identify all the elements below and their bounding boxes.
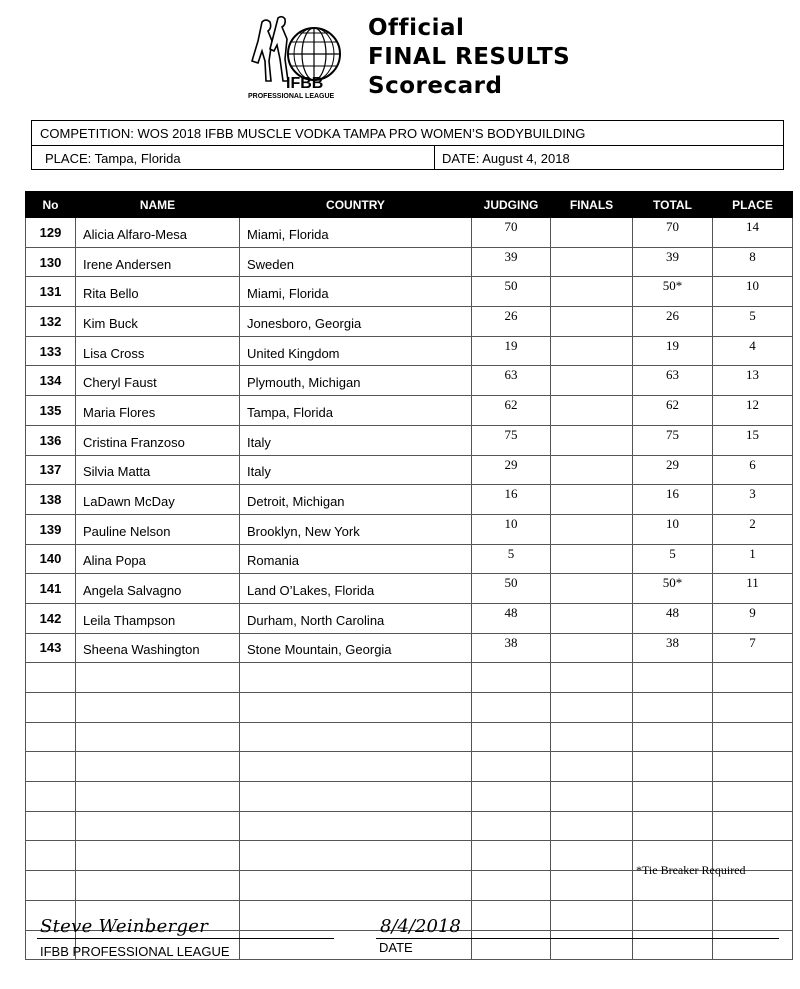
results-table	[25, 191, 793, 960]
cell-country: Detroit, Michigan	[240, 485, 472, 515]
cell-name: Cristina Franzoso	[76, 425, 240, 455]
cell-place	[713, 752, 793, 782]
cell-place: 8	[713, 247, 793, 277]
cell-total	[633, 693, 713, 723]
cell-country: Stone Mountain, Georgia	[240, 633, 472, 663]
place-text: PLACE: Tampa, Florida	[45, 151, 181, 166]
cell-no	[26, 811, 76, 841]
cell-place: 12	[713, 396, 793, 426]
cell-name	[76, 722, 240, 752]
cell-place: 4	[713, 336, 793, 366]
cell-total: 62	[633, 396, 713, 426]
table-row	[26, 307, 793, 337]
cell-finals	[551, 693, 633, 723]
cell-name: Pauline Nelson	[76, 514, 240, 544]
cell-finals	[551, 900, 633, 930]
cell-finals	[551, 752, 633, 782]
signature-line	[37, 938, 334, 939]
cell-country	[240, 841, 472, 871]
cell-country	[240, 782, 472, 812]
cell-name: Kim Buck	[76, 307, 240, 337]
table-row	[26, 277, 793, 307]
cell-place: 5	[713, 307, 793, 337]
cell-finals	[551, 663, 633, 693]
cell-place: 9	[713, 603, 793, 633]
cell-no	[26, 841, 76, 871]
cell-country	[240, 663, 472, 693]
cell-name	[76, 811, 240, 841]
cell-country: Italy	[240, 425, 472, 455]
tie-breaker-footnote: *Tie Breaker Required	[636, 863, 746, 877]
cell-place: 2	[713, 514, 793, 544]
cell-no: 141	[26, 574, 76, 604]
table-row	[26, 782, 793, 812]
cell-name	[76, 752, 240, 782]
cell-name: Alina Popa	[76, 544, 240, 574]
table-row	[26, 633, 793, 663]
cell-total: 70	[633, 218, 713, 248]
cell-finals	[551, 930, 633, 960]
cell-place	[713, 782, 793, 812]
cell-judging	[472, 663, 551, 693]
cell-country	[240, 871, 472, 901]
cell-no: 136	[26, 425, 76, 455]
cell-no: 135	[26, 396, 76, 426]
cell-finals	[551, 396, 633, 426]
cell-name: Silvia Matta	[76, 455, 240, 485]
cell-name	[76, 841, 240, 871]
cell-finals	[551, 307, 633, 337]
cell-country: Miami, Florida	[240, 277, 472, 307]
cell-place: 15	[713, 425, 793, 455]
cell-judging: 70	[472, 218, 551, 248]
cell-finals	[551, 544, 633, 574]
table-row	[26, 811, 793, 841]
cell-place	[713, 811, 793, 841]
cell-total	[633, 663, 713, 693]
cell-judging	[472, 693, 551, 723]
header-total: TOTAL	[633, 192, 713, 218]
cell-total: 26	[633, 307, 713, 337]
cell-total: 16	[633, 485, 713, 515]
cell-judging	[472, 782, 551, 812]
table-row	[26, 722, 793, 752]
cell-no: 134	[26, 366, 76, 396]
cell-place	[713, 663, 793, 693]
cell-country: Miami, Florida	[240, 218, 472, 248]
cell-place	[713, 722, 793, 752]
cell-judging	[472, 752, 551, 782]
cell-no	[26, 663, 76, 693]
cell-finals	[551, 574, 633, 604]
cell-judging: 5	[472, 544, 551, 574]
cell-country	[240, 752, 472, 782]
signature-date: 8/4/2018	[380, 916, 461, 937]
logo-ifbb-text: IFBB	[286, 75, 324, 92]
cell-judging: 50	[472, 574, 551, 604]
table-row	[26, 218, 793, 248]
cell-name: LaDawn McDay	[76, 485, 240, 515]
cell-place	[713, 693, 793, 723]
table-row	[26, 693, 793, 723]
cell-place: 6	[713, 455, 793, 485]
cell-name	[76, 871, 240, 901]
table-row	[26, 425, 793, 455]
cell-judging: 50	[472, 277, 551, 307]
cell-total: 63	[633, 366, 713, 396]
table-row	[26, 336, 793, 366]
cell-country: Durham, North Carolina	[240, 603, 472, 633]
cell-total: 39	[633, 247, 713, 277]
cell-name	[76, 663, 240, 693]
cell-name: Sheena Washington	[76, 633, 240, 663]
cell-name: Cheryl Faust	[76, 366, 240, 396]
cell-judging: 39	[472, 247, 551, 277]
cell-name: Leila Thampson	[76, 603, 240, 633]
cell-judging: 29	[472, 455, 551, 485]
cell-finals	[551, 722, 633, 752]
cell-judging: 26	[472, 307, 551, 337]
cell-name: Maria Flores	[76, 396, 240, 426]
cell-finals	[551, 603, 633, 633]
cell-finals	[551, 514, 633, 544]
table-header-row	[26, 192, 793, 218]
cell-judging	[472, 900, 551, 930]
cell-no	[26, 722, 76, 752]
cell-no: 138	[26, 485, 76, 515]
cell-place: 10	[713, 277, 793, 307]
header-place: PLACE	[713, 192, 793, 218]
cell-country: Plymouth, Michigan	[240, 366, 472, 396]
cell-total: 38	[633, 633, 713, 663]
cell-total: 19	[633, 336, 713, 366]
cell-judging: 10	[472, 514, 551, 544]
cell-country	[240, 693, 472, 723]
cell-judging	[472, 871, 551, 901]
cell-total: 5	[633, 544, 713, 574]
date-line	[376, 938, 779, 939]
cell-finals	[551, 841, 633, 871]
cell-finals	[551, 782, 633, 812]
cell-country: Land O’Lakes, Florida	[240, 574, 472, 604]
cell-finals	[551, 336, 633, 366]
cell-no: 130	[26, 247, 76, 277]
table-row	[26, 366, 793, 396]
cell-country: Romania	[240, 544, 472, 574]
cell-no: 140	[26, 544, 76, 574]
cell-judging: 38	[472, 633, 551, 663]
cell-no: 143	[26, 633, 76, 663]
cell-total: 50*	[633, 574, 713, 604]
page-title	[368, 14, 570, 101]
cell-country: Jonesboro, Georgia	[240, 307, 472, 337]
cell-judging	[472, 930, 551, 960]
cell-total: 50*	[633, 277, 713, 307]
date-text: DATE: August 4, 2018	[442, 151, 570, 166]
cell-total	[633, 930, 713, 960]
cell-finals	[551, 485, 633, 515]
header-judging: JUDGING	[472, 192, 551, 218]
cell-name: Alicia Alfaro-Mesa	[76, 218, 240, 248]
table-row	[26, 247, 793, 277]
header-name: NAME	[76, 192, 240, 218]
cell-name: Lisa Cross	[76, 336, 240, 366]
table-row	[26, 455, 793, 485]
cell-place	[713, 930, 793, 960]
title-line-2: FINAL RESULTS	[368, 44, 571, 70]
cell-place: 13	[713, 366, 793, 396]
cell-finals	[551, 218, 633, 248]
cell-finals	[551, 277, 633, 307]
cell-place: 1	[713, 544, 793, 574]
table-row	[26, 396, 793, 426]
table-row	[26, 663, 793, 693]
cell-finals	[551, 633, 633, 663]
cell-total	[633, 811, 713, 841]
cell-name	[76, 693, 240, 723]
table-row	[26, 603, 793, 633]
signature: Steve Weinberger	[40, 916, 209, 937]
cell-judging	[472, 811, 551, 841]
cell-place: 7	[713, 633, 793, 663]
cell-place: 11	[713, 574, 793, 604]
cell-judging: 19	[472, 336, 551, 366]
cell-place: 3	[713, 485, 793, 515]
cell-no: 133	[26, 336, 76, 366]
cell-judging	[472, 841, 551, 871]
cell-total: 48	[633, 603, 713, 633]
cell-no: 129	[26, 218, 76, 248]
cell-total: 10	[633, 514, 713, 544]
cell-place	[713, 900, 793, 930]
cell-total: 29	[633, 455, 713, 485]
header-no: No	[26, 192, 76, 218]
cell-country: Tampa, Florida	[240, 396, 472, 426]
header-country: COUNTRY	[240, 192, 472, 218]
table-row	[26, 544, 793, 574]
signature-label: IFBB PROFESSIONAL LEAGUE	[40, 944, 230, 959]
cell-name: Irene Andersen	[76, 247, 240, 277]
cell-country: Italy	[240, 455, 472, 485]
cell-no: 131	[26, 277, 76, 307]
cell-judging: 63	[472, 366, 551, 396]
cell-no	[26, 782, 76, 812]
cell-country	[240, 722, 472, 752]
cell-finals	[551, 366, 633, 396]
cell-name: Rita Bello	[76, 277, 240, 307]
cell-total	[633, 722, 713, 752]
table-row	[26, 752, 793, 782]
competition-info-box	[31, 120, 784, 170]
ifbb-logo	[242, 14, 368, 102]
cell-judging: 16	[472, 485, 551, 515]
cell-no: 142	[26, 603, 76, 633]
cell-total	[633, 782, 713, 812]
cell-judging: 48	[472, 603, 551, 633]
cell-country: Brooklyn, New York	[240, 514, 472, 544]
competition-text: COMPETITION: WOS 2018 IFBB MUSCLE VODKA TAMPA PRO WOMEN’S BODYBUILDING	[40, 126, 586, 141]
cell-no: 132	[26, 307, 76, 337]
title-line-3: Scorecard	[368, 73, 503, 99]
cell-finals	[551, 455, 633, 485]
cell-no: 137	[26, 455, 76, 485]
cell-country: United Kingdom	[240, 336, 472, 366]
cell-no	[26, 871, 76, 901]
cell-name	[76, 782, 240, 812]
cell-total	[633, 900, 713, 930]
table-row	[26, 485, 793, 515]
cell-finals	[551, 871, 633, 901]
cell-judging: 75	[472, 425, 551, 455]
header-finals: FINALS	[551, 192, 633, 218]
cell-no	[26, 693, 76, 723]
table-row	[26, 514, 793, 544]
logo-league-text: PROFESSIONAL LEAGUE	[248, 93, 335, 100]
title-line-1: Official	[368, 15, 465, 41]
cell-finals	[551, 247, 633, 277]
cell-judging: 62	[472, 396, 551, 426]
cell-total	[633, 752, 713, 782]
cell-no: 139	[26, 514, 76, 544]
cell-country	[240, 811, 472, 841]
cell-total: 75	[633, 425, 713, 455]
cell-name: Angela Salvagno	[76, 574, 240, 604]
cell-judging	[472, 722, 551, 752]
cell-no	[26, 752, 76, 782]
cell-finals	[551, 811, 633, 841]
date-label: DATE	[379, 940, 413, 955]
cell-country: Sweden	[240, 247, 472, 277]
cell-finals	[551, 425, 633, 455]
cell-place: 14	[713, 218, 793, 248]
table-row	[26, 574, 793, 604]
